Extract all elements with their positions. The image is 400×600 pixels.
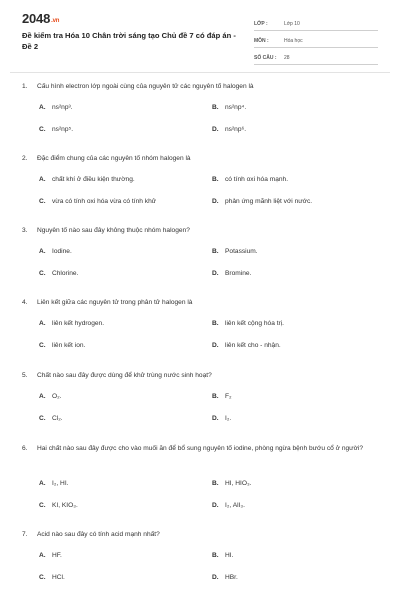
option-b[interactable] [212, 551, 233, 560]
option-letter: C. [39, 270, 46, 277]
question-1 [22, 81, 382, 133]
question-5 [22, 370, 382, 422]
meta-value: 28 [284, 55, 290, 61]
question-text: Chất nào sau đây được dùng để khử trùng nước sinh hoạt? [37, 372, 212, 379]
question-number: 3. [22, 227, 28, 234]
option-text: HF. [52, 552, 62, 559]
header [0, 0, 400, 70]
option-b[interactable] [212, 175, 288, 184]
option-d[interactable] [212, 269, 251, 278]
option-text: HI, HIO₃. [225, 480, 252, 487]
option-d[interactable] [212, 573, 238, 582]
question-2 [22, 153, 382, 205]
option-letter: D. [212, 342, 219, 349]
option-text: I₂. [225, 415, 232, 422]
option-c[interactable] [39, 125, 73, 134]
option-text: ns²np³. [52, 104, 73, 111]
site-logo[interactable] [22, 11, 59, 26]
option-c[interactable] [39, 269, 78, 278]
option-a[interactable] [39, 319, 104, 328]
option-letter: C. [39, 502, 46, 509]
option-d[interactable] [212, 501, 245, 510]
option-c[interactable] [39, 197, 156, 206]
meta-value: Hóa học [284, 38, 303, 44]
option-letter: C. [39, 198, 46, 205]
option-text: HI. [225, 552, 234, 559]
option-text: ns²np⁶. [225, 126, 247, 133]
question-6 [22, 443, 382, 509]
option-c[interactable] [39, 341, 85, 350]
option-b[interactable] [212, 479, 252, 488]
meta-label: LỚP : [254, 21, 268, 27]
option-text: HBr. [225, 574, 238, 581]
option-text: chất khí ở điều kiện thường. [52, 176, 135, 183]
meta-label: MÔN : [254, 38, 269, 44]
option-text: F₂ [225, 393, 232, 400]
option-d[interactable] [212, 414, 231, 423]
option-d[interactable] [212, 197, 312, 206]
option-text: phản ứng mãnh liệt với nước. [225, 198, 313, 205]
question-number: 5. [22, 372, 28, 379]
option-d[interactable] [212, 125, 246, 134]
option-letter: A. [39, 320, 46, 327]
option-letter: A. [39, 552, 46, 559]
option-text: liên kết ion. [52, 342, 86, 349]
option-a[interactable] [39, 175, 135, 184]
option-text: có tính oxi hóa mạnh. [225, 176, 289, 183]
option-b[interactable] [212, 247, 258, 256]
logo-main: 2048 [22, 11, 51, 26]
option-letter: A. [39, 480, 46, 487]
question-number: 7. [22, 531, 28, 538]
question-number: 2. [22, 155, 28, 162]
option-letter: A. [39, 248, 46, 255]
question-4 [22, 297, 382, 349]
option-a[interactable] [39, 392, 62, 401]
meta-info [254, 14, 378, 65]
option-text: Potassium. [225, 248, 258, 255]
question-text: Cấu hình electron lớp ngoài cùng của nguyên tử các nguyên tố halogen là [37, 83, 254, 90]
question-text: Liên kết giữa các nguyên tử trong phân tử halogen là [37, 299, 193, 306]
option-a[interactable] [39, 247, 72, 256]
option-letter: D. [212, 574, 219, 581]
option-letter: B. [212, 393, 219, 400]
question-7 [22, 529, 382, 581]
option-a[interactable] [39, 551, 62, 560]
option-letter: D. [212, 270, 219, 277]
option-letter: D. [212, 198, 219, 205]
option-letter: C. [39, 342, 46, 349]
question-text: Acid nào sau đây có tính acid mạnh nhất? [37, 531, 160, 538]
option-a[interactable] [39, 479, 68, 488]
option-a[interactable] [39, 103, 73, 112]
question-text: Hai chất nào sau đây được cho vào muối ăn để bổ sung nguyên tố iodine, phòng ngừa bệnh bướu cổ ở người? [37, 445, 364, 452]
option-text: HCl. [52, 574, 65, 581]
option-letter: B. [212, 176, 219, 183]
option-letter: B. [212, 248, 219, 255]
question-3 [22, 225, 382, 277]
meta-row-socau [254, 48, 378, 65]
option-text: Cl₂. [52, 415, 63, 422]
option-letter: A. [39, 104, 46, 111]
question-number: 6. [22, 445, 28, 452]
meta-row-mon [254, 31, 378, 48]
option-text: KI, KIO₃. [52, 502, 78, 509]
option-text: Bromine. [225, 270, 252, 277]
option-text: Iodine. [52, 248, 72, 255]
option-letter: A. [39, 393, 46, 400]
option-text: liên kết hydrogen. [52, 320, 105, 327]
question-number: 1. [22, 83, 28, 90]
logo-suffix: .vn [51, 18, 60, 24]
option-text: liên kết cộng hóa trị. [225, 320, 285, 327]
option-text: I₂, HI. [52, 480, 69, 487]
option-text: ns²np⁵. [52, 126, 74, 133]
option-d[interactable] [212, 341, 281, 350]
header-divider [10, 72, 390, 73]
option-c[interactable] [39, 414, 63, 423]
option-b[interactable] [212, 392, 232, 401]
option-text: vừa có tính oxi hóa vừa có tính khử [52, 198, 157, 205]
option-letter: C. [39, 574, 46, 581]
question-number: 4. [22, 299, 28, 306]
option-letter: A. [39, 176, 46, 183]
option-text: ns²np⁴. [225, 104, 247, 111]
document-title: Đề kiểm tra Hóa 10 Chân trời sáng tạo Chủ đề 7 có đáp án - Đề 2 [22, 31, 236, 51]
option-letter: C. [39, 415, 46, 422]
meta-value: Lớp 10 [284, 21, 300, 27]
option-letter: B. [212, 104, 219, 111]
option-letter: B. [212, 320, 219, 327]
option-b[interactable] [212, 103, 246, 112]
option-b[interactable] [212, 319, 284, 328]
option-text: O₂. [52, 393, 62, 400]
option-letter: D. [212, 502, 219, 509]
option-letter: D. [212, 415, 219, 422]
question-text: Đặc điểm chung của các nguyên tố nhóm halogen là [37, 155, 191, 162]
option-c[interactable] [39, 573, 65, 582]
option-letter: C. [39, 126, 46, 133]
option-letter: B. [212, 480, 219, 487]
option-text: Chlorine. [52, 270, 79, 277]
question-text: Nguyên tố nào sau đây không thuộc nhóm halogen? [37, 227, 190, 234]
option-c[interactable] [39, 501, 78, 510]
meta-row-lop [254, 14, 378, 31]
option-text: liên kết cho - nhận. [225, 342, 281, 349]
meta-label: SỐ CÂU : [254, 55, 277, 61]
option-letter: B. [212, 552, 219, 559]
option-text: I₂, AlI₃. [225, 502, 245, 509]
option-letter: D. [212, 126, 219, 133]
